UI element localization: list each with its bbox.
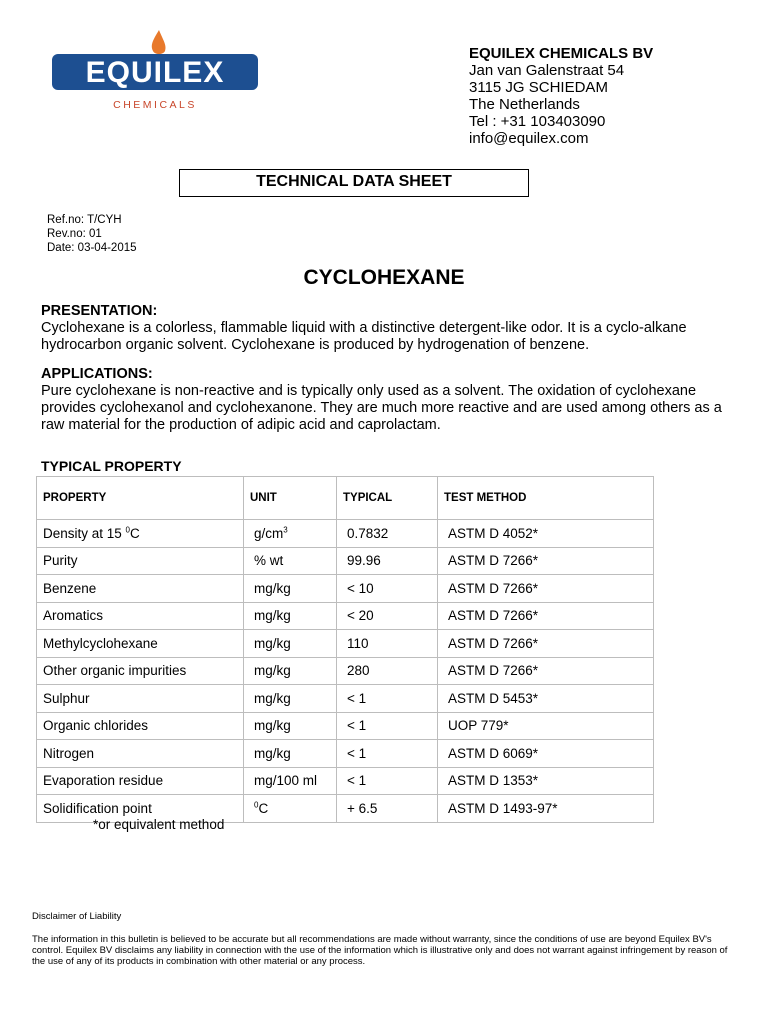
cell-property: Nitrogen bbox=[37, 740, 244, 768]
footnote: *or equivalent method bbox=[93, 817, 225, 832]
cell-property: Organic chlorides bbox=[37, 712, 244, 740]
col-header-test-method: TEST METHOD bbox=[438, 477, 654, 520]
cell-test-method: ASTM D 7266* bbox=[438, 630, 654, 658]
disclaimer-title: Disclaimer of Liability bbox=[32, 911, 122, 922]
cell-unit: mg/kg bbox=[244, 685, 337, 713]
company-tel: Tel : +31 103403090 bbox=[469, 113, 606, 130]
flame-icon bbox=[152, 30, 166, 54]
cell-unit: % wt bbox=[244, 547, 337, 575]
cell-property: Benzene bbox=[37, 575, 244, 603]
cell-test-method: ASTM D 1353* bbox=[438, 767, 654, 795]
table-row bbox=[37, 740, 654, 768]
logo-subword: CHEMICALS bbox=[113, 99, 197, 111]
cell-typical: 99.96 bbox=[337, 547, 438, 575]
table-row bbox=[37, 575, 654, 603]
cell-test-method: ASTM D 6069* bbox=[438, 740, 654, 768]
typical-heading: TYPICAL PROPERTY bbox=[41, 458, 182, 474]
equilex-logo-graphic bbox=[50, 26, 260, 116]
property-table-wrap bbox=[36, 476, 654, 823]
col-header-unit: UNIT bbox=[244, 477, 337, 520]
table-row bbox=[37, 520, 654, 548]
applications-text: Pure cyclohexane is non-reactive and is typically only used as a solvent. The oxidation of cyclohexane provides cyclohexanol and cyclohexanone. They are much more reactive and are used among others as a raw material for the production of adipic acid and caprolactam. bbox=[41, 383, 722, 433]
cell-typical: 0.7832 bbox=[337, 520, 438, 548]
cell-unit: mg/kg bbox=[244, 657, 337, 685]
product-title: CYCLOHEXANE bbox=[303, 266, 465, 289]
cell-unit: mg/kg bbox=[244, 575, 337, 603]
cell-typical: < 1 bbox=[337, 767, 438, 795]
cell-property: Aromatics bbox=[37, 602, 244, 630]
applications-heading: APPLICATIONS: bbox=[41, 366, 153, 382]
rev-number: Rev.no: 01 bbox=[47, 228, 102, 240]
logo-word: EQUILEX bbox=[85, 56, 225, 89]
company-address bbox=[469, 45, 653, 147]
cell-property: Density at 15 $^0$C bbox=[37, 520, 244, 548]
cell-property: Evaporation residue bbox=[37, 767, 244, 795]
cell-test-method: ASTM D 7266* bbox=[438, 602, 654, 630]
cell-test-method: ASTM D 1493-97* bbox=[438, 795, 654, 823]
cell-test-method: UOP 779* bbox=[438, 712, 654, 740]
document-refs bbox=[47, 213, 137, 255]
cell-property: Solidification point bbox=[37, 795, 244, 823]
cell-test-method: ASTM D 7266* bbox=[438, 575, 654, 603]
company-email: info@equilex.com bbox=[469, 130, 589, 147]
col-header-property: PROPERTY bbox=[37, 477, 244, 520]
cell-unit: mg/100 ml bbox=[244, 767, 337, 795]
company-city: 3115 JG SCHIEDAM bbox=[469, 79, 608, 96]
sheet-title: TECHNICAL DATA SHEET bbox=[179, 169, 529, 197]
presentation-heading: PRESENTATION: bbox=[41, 303, 158, 319]
table-row bbox=[37, 712, 654, 740]
cell-typical: < 1 bbox=[337, 685, 438, 713]
cell-unit: mg/kg bbox=[244, 712, 337, 740]
cell-typical: + 6.5 bbox=[337, 795, 438, 823]
cell-unit: $^0$C bbox=[244, 795, 337, 823]
company-logo bbox=[50, 26, 260, 116]
table-row bbox=[37, 657, 654, 685]
cell-typical: 280 bbox=[337, 657, 438, 685]
presentation-text: Cyclohexane is a colorless, flammable liquid with a distinctive detergent-like odor. It is a cyclo-alkane hydrocarbon organic solvent. Cyclohexane is produced by hydrogenation of benzene. bbox=[41, 320, 687, 353]
cell-typical: < 20 bbox=[337, 602, 438, 630]
cell-unit: mg/kg bbox=[244, 630, 337, 658]
cell-property: Sulphur bbox=[37, 685, 244, 713]
property-table-body bbox=[37, 520, 654, 823]
company-street: Jan van Galenstraat 54 bbox=[469, 62, 625, 79]
col-header-typical: TYPICAL bbox=[337, 477, 438, 520]
table-row bbox=[37, 547, 654, 575]
table-row bbox=[37, 767, 654, 795]
company-name: EQUILEX CHEMICALS BV bbox=[469, 45, 654, 62]
cell-typical: 110 bbox=[337, 630, 438, 658]
company-country: The Netherlands bbox=[469, 96, 580, 113]
cell-property: Purity bbox=[37, 547, 244, 575]
table-header-row bbox=[37, 477, 654, 520]
cell-typical: < 1 bbox=[337, 740, 438, 768]
cell-test-method: ASTM D 7266* bbox=[438, 547, 654, 575]
cell-unit: mg/kg bbox=[244, 602, 337, 630]
table-row bbox=[37, 602, 654, 630]
cell-property: Methylcyclohexane bbox=[37, 630, 244, 658]
cell-test-method: ASTM D 5453* bbox=[438, 685, 654, 713]
disclaimer-text: The information in this bulletin is believed to be accurate but all recommendations are made without warranty, since the conditions of use are beyond Equilex BV's control. Equilex BV disclaims any liability in connection with the use of the information which is illustrative only and does not warrant against infringement by reason of the use of any of its products in combination with other material or any process. bbox=[32, 934, 728, 967]
table-row bbox=[37, 630, 654, 658]
property-table bbox=[36, 476, 654, 823]
cell-unit: $g/cm^3$ bbox=[244, 520, 337, 548]
cell-property: Other organic impurities bbox=[37, 657, 244, 685]
cell-typical: < 1 bbox=[337, 712, 438, 740]
ref-number: Ref.no: T/CYH bbox=[47, 214, 122, 226]
cell-unit: mg/kg bbox=[244, 740, 337, 768]
table-row bbox=[37, 685, 654, 713]
cell-test-method: ASTM D 7266* bbox=[438, 657, 654, 685]
cell-typical: < 10 bbox=[337, 575, 438, 603]
cell-test-method: ASTM D 4052* bbox=[438, 520, 654, 548]
doc-date: Date: 03-04-2015 bbox=[47, 242, 137, 254]
